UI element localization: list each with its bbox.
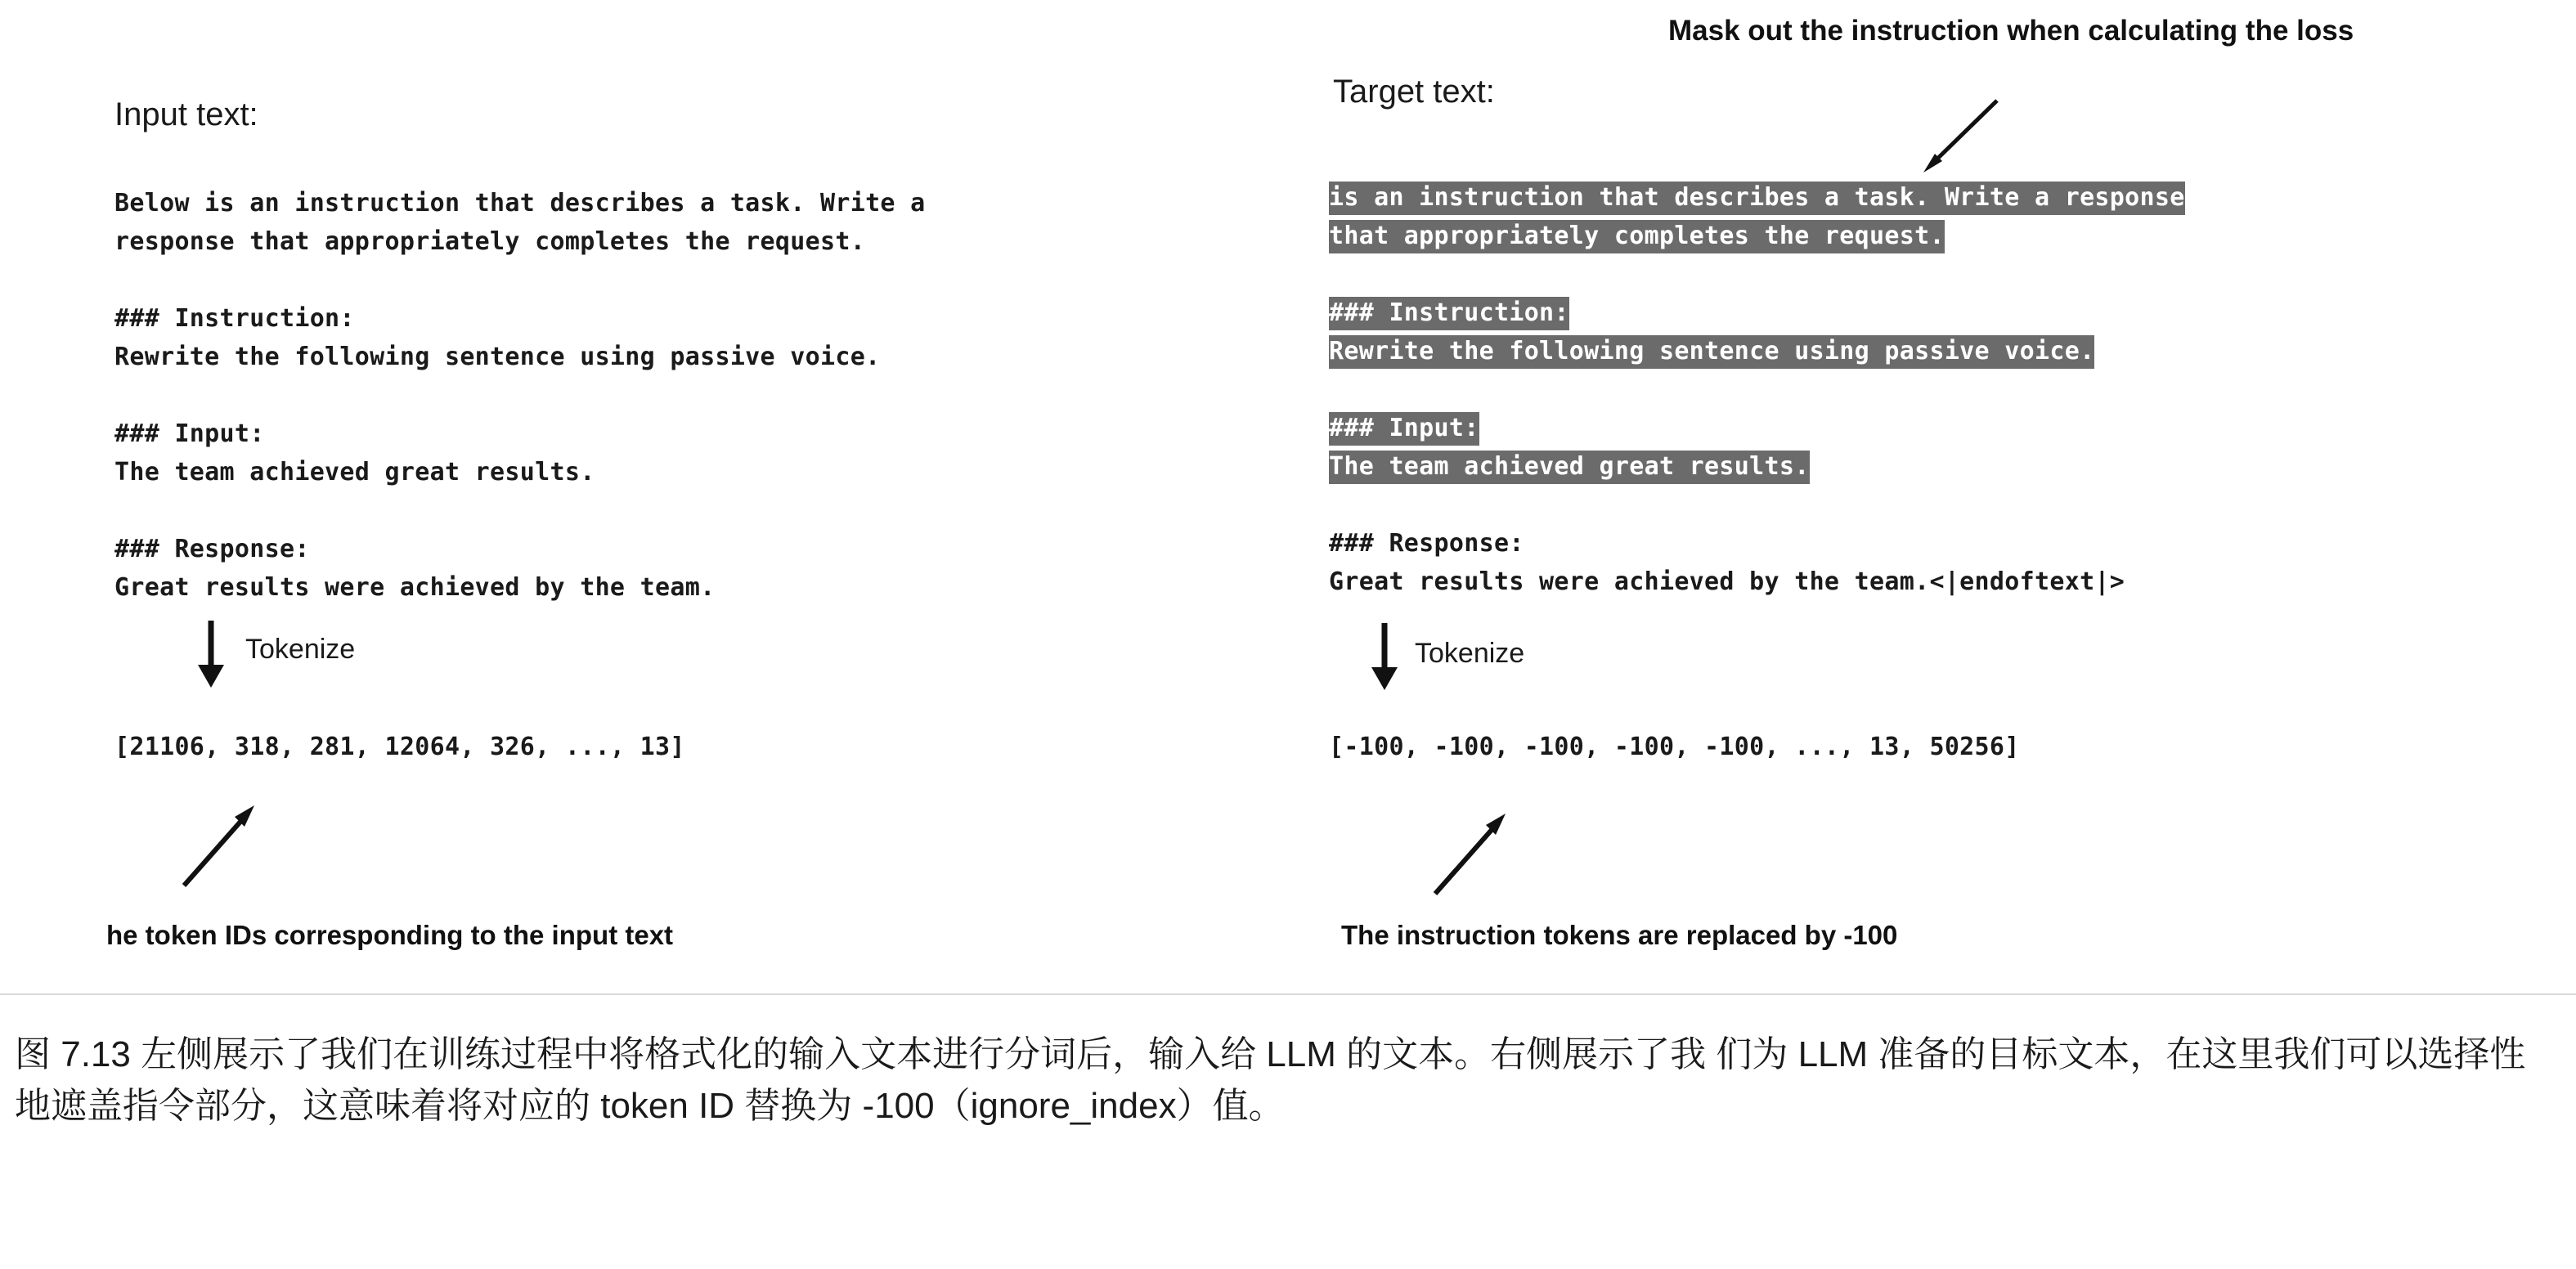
input-token-ids: [21106, 318, 281, 12064, 326, ..., 13] xyxy=(114,733,685,761)
target-text-line-masked xyxy=(1329,217,2185,255)
tokenize-arrow-down-icon-right xyxy=(1362,620,1407,693)
tokenize-arrow-down-icon xyxy=(188,617,234,691)
figure-caption-divider xyxy=(0,993,2576,995)
caption-line-3: -100（ignore_index）值。 xyxy=(862,1086,1285,1126)
input-text-line: Rewrite the following sentence using passive voice. xyxy=(114,343,881,371)
caption-line-1: 图 7.13 左侧展示了我们在训练过程中将格式化的输入文本进行分词后，输入给 LLM 的文本。右侧展示了我 xyxy=(15,1034,1707,1074)
mask-highlight: ### Instruction: xyxy=(1329,297,1569,330)
target-bottom-caption: The instruction tokens are replaced by -100 xyxy=(1341,920,1898,950)
mask-annotation-arrow-icon xyxy=(1905,94,2012,180)
input-text-label: Input text: xyxy=(114,96,258,132)
tokenize-label-right: Tokenize xyxy=(1415,638,1525,669)
input-text-line xyxy=(114,261,926,299)
target-text-line: Great results were achieved by the team.<|endoftext|> xyxy=(1329,567,2125,596)
mask-annotation-text: Mask out the instruction when calculating the loss xyxy=(1668,15,2354,47)
target-text-line: ### Response: xyxy=(1329,529,1524,558)
tokenize-label-left: Tokenize xyxy=(245,634,356,665)
input-text-line xyxy=(114,491,926,530)
mask-highlight: Rewrite the following sentence using passive voice. xyxy=(1329,335,2094,369)
caption-line-2: 们为 LLM 准备的目标文本，在这里我们可以选择性地遮盖指令部分，这意味着将对应的 token ID 替换为 xyxy=(15,1034,2526,1126)
input-text-line: Below is an instruction that describes a task. Write a xyxy=(114,189,926,217)
input-text-line xyxy=(114,376,926,415)
input-text-line: ### Instruction: xyxy=(114,304,355,333)
target-text-line xyxy=(1329,255,2185,294)
target-text-label: Target text: xyxy=(1333,74,1495,110)
target-text-line-masked xyxy=(1329,332,2185,370)
input-bottom-caption: he token IDs corresponding to the input text xyxy=(106,920,674,950)
input-text-line: ### Input: xyxy=(114,419,265,448)
target-text-line-masked xyxy=(1329,447,2185,486)
target-text-line-masked xyxy=(1329,409,2185,447)
target-caption-arrow-icon xyxy=(1419,797,1525,904)
mask-highlight: that appropriately completes the request. xyxy=(1329,220,1945,253)
target-token-ids: [-100, -100, -100, -100, -100, ..., 13, 50256] xyxy=(1329,733,2020,761)
input-caption-arrow-icon xyxy=(168,789,274,895)
target-text-block xyxy=(1329,178,2185,601)
input-text-line: ### Response: xyxy=(114,535,310,563)
mask-highlight: ### Input: xyxy=(1329,412,1479,446)
mask-highlight: is an instruction that describes a task. Write a response xyxy=(1329,182,2185,215)
input-text-block xyxy=(114,184,926,607)
input-text-line: response that appropriately completes the request. xyxy=(114,227,866,256)
figure-caption xyxy=(15,1029,2558,1132)
input-text-line: The team achieved great results. xyxy=(114,458,595,487)
target-text-line-masked xyxy=(1329,294,2185,332)
input-text-line: Great results were achieved by the team. xyxy=(114,573,716,602)
target-text-line xyxy=(1329,370,2185,409)
target-text-line-masked xyxy=(1329,178,2185,217)
target-text-line xyxy=(1329,486,2185,524)
mask-highlight: The team achieved great results. xyxy=(1329,451,1810,484)
